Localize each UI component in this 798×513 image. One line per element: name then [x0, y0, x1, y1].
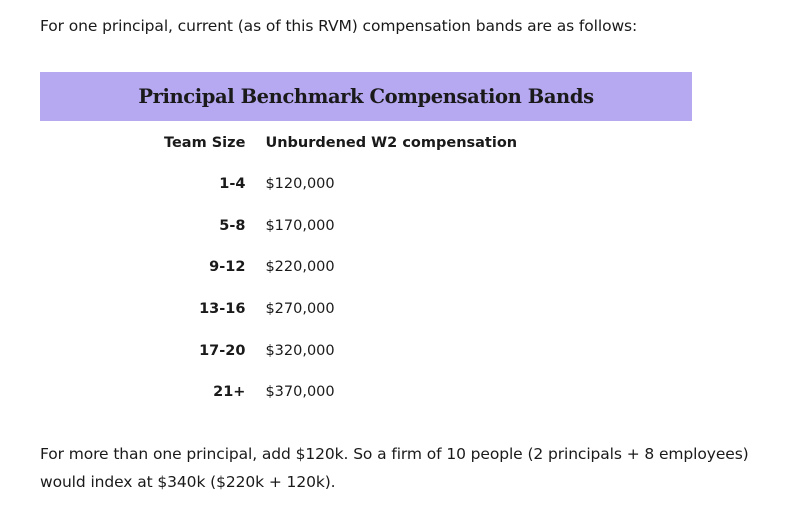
table-header-row: [154, 122, 527, 163]
team-size-cell: 1-4: [219, 175, 246, 192]
table-title: Principal Benchmark Compensation Bands: [138, 85, 594, 108]
team-size-cell: 21+: [213, 384, 246, 401]
header-team-size: Team Size: [164, 134, 246, 151]
compensation-cell: $320,000: [265, 342, 335, 359]
table-row: [154, 288, 527, 330]
table-row: [154, 371, 527, 413]
team-size-cell: 17-20: [199, 342, 246, 359]
compensation-cell: $220,000: [265, 259, 335, 276]
outro-paragraph: For more than one principal, add $120k. So a firm of 10 people (2 principals + 8 employees) would index at $340k ($220k + 120k).: [40, 445, 749, 491]
table-row: [154, 205, 527, 247]
compensation-cell: $370,000: [265, 384, 335, 401]
team-size-cell: 13-16: [199, 300, 246, 317]
table-row: [154, 330, 527, 372]
compensation-cell: $120,000: [265, 175, 335, 192]
team-size-cell: 9-12: [209, 259, 246, 276]
compensation-cell: $170,000: [265, 217, 335, 234]
table-row: [154, 246, 527, 288]
table-row: [154, 163, 527, 205]
team-size-cell: 5-8: [219, 217, 246, 234]
header-compensation: Unburdened W2 compensation: [265, 134, 518, 151]
table-title-banner: [40, 72, 692, 121]
intro-paragraph: For one principal, current (as of this RVM) compensation bands are as follows:: [40, 17, 638, 35]
compensation-table: [154, 122, 527, 413]
compensation-cell: $270,000: [265, 300, 335, 317]
